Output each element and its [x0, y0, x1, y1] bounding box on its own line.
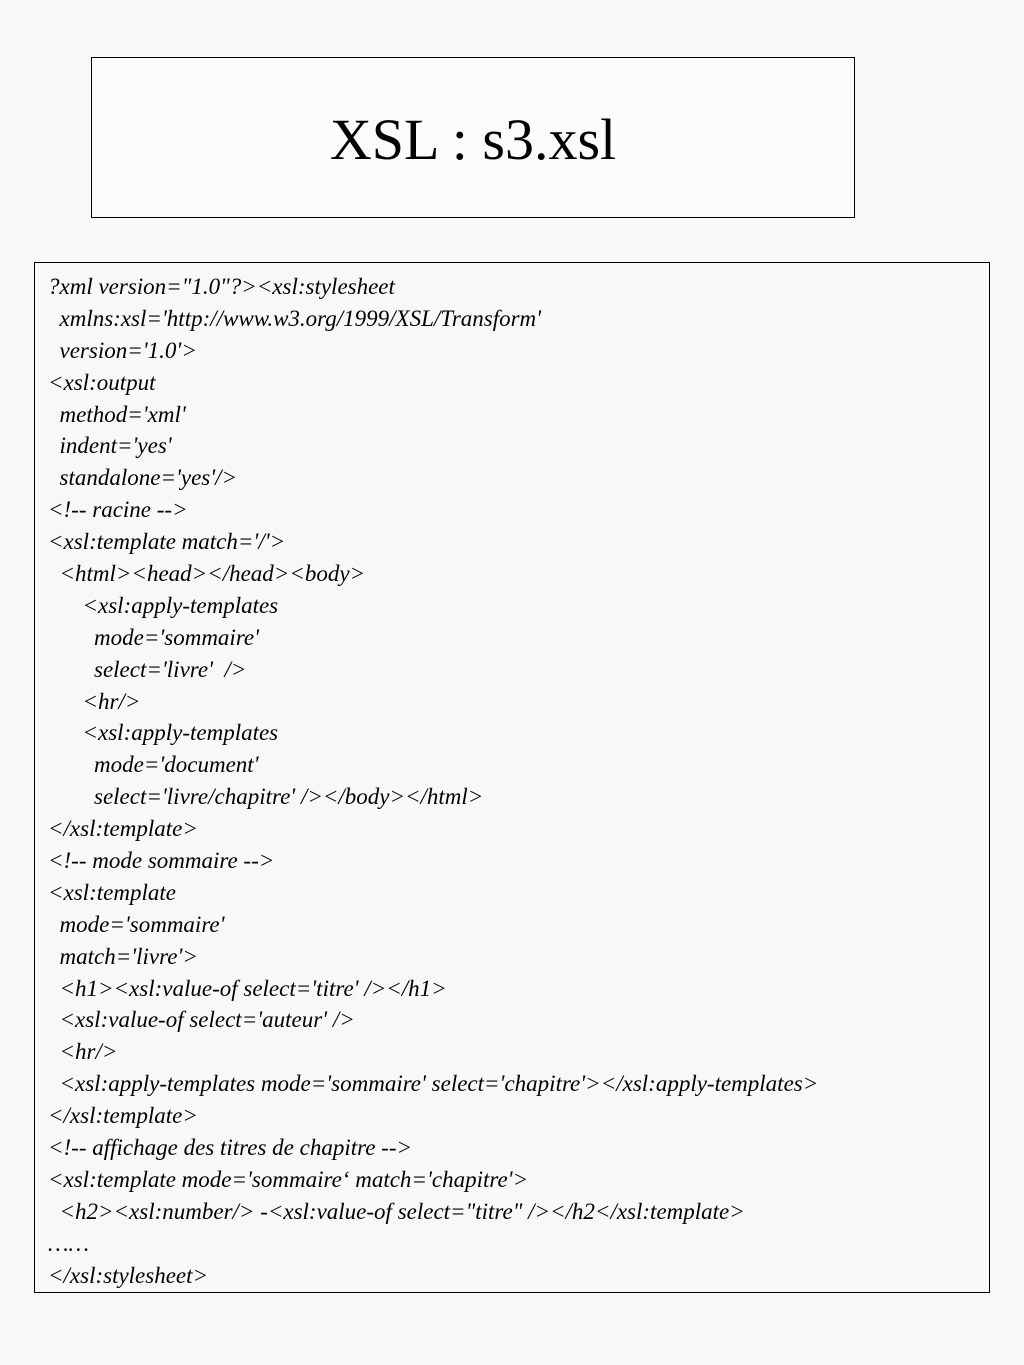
code-line: </xsl:template> — [48, 816, 198, 842]
code-line: </xsl:template> — [48, 1103, 198, 1129]
code-line: <h2><xsl:number/> -<xsl:value-of select="titre" /></h2</xsl:template> — [48, 1198, 745, 1224]
code-line: mode='sommaire' — [48, 624, 260, 650]
code-line: indent='yes' — [48, 433, 172, 459]
slide-title-box — [91, 57, 855, 218]
code-line: <h1><xsl:value-of select='titre' /></h1> — [48, 975, 447, 1001]
code-line: <html><head></head><body> — [48, 561, 366, 587]
code-listing — [34, 262, 990, 1293]
code-line: <xsl:template — [48, 879, 176, 905]
code-line: <xsl:apply-templates — [48, 592, 279, 618]
code-line: <!-- affichage des titres de chapitre --> — [48, 1135, 413, 1161]
slide-title: XSL : s3.xsl — [329, 106, 617, 172]
code-line: xmlns:xsl='http://www.w3.org/1999/XSL/Transform' — [48, 305, 542, 331]
code-line: <hr/> — [48, 1039, 118, 1065]
code-line: …… — [48, 1230, 89, 1256]
code-line: <!-- mode sommaire --> — [48, 848, 275, 874]
code-line: mode='document' — [48, 752, 259, 778]
code-line: method='xml' — [48, 401, 186, 427]
code-line: </xsl:stylesheet> — [48, 1262, 209, 1288]
code-line: mode='sommaire' — [48, 911, 225, 937]
code-line: <xsl:template match='/'> — [48, 529, 286, 555]
code-line: ?xml version="1.0"?><xsl:stylesheet — [48, 274, 395, 299]
code-line: <xsl:apply-templates — [48, 720, 279, 746]
code-line: <xsl:template mode='sommaire‘ match='chapitre'> — [48, 1166, 529, 1192]
code-line: select='livre' /> — [48, 656, 247, 682]
code-line: select='livre/chapitre' /></body></html> — [48, 784, 484, 810]
code-line: match='livre'> — [48, 943, 198, 969]
code-line: <xsl:output — [48, 369, 156, 395]
code-line: <xsl:value-of select='auteur' /> — [48, 1007, 355, 1033]
code-line: <hr/> — [48, 688, 141, 714]
code-line: standalone='yes'/> — [48, 465, 238, 491]
code-line: version='1.0'> — [48, 337, 197, 363]
code-line: <xsl:apply-templates mode='sommaire' select='chapitre'></xsl:apply-templates> — [48, 1071, 819, 1097]
code-line: <!-- racine --> — [48, 497, 188, 523]
